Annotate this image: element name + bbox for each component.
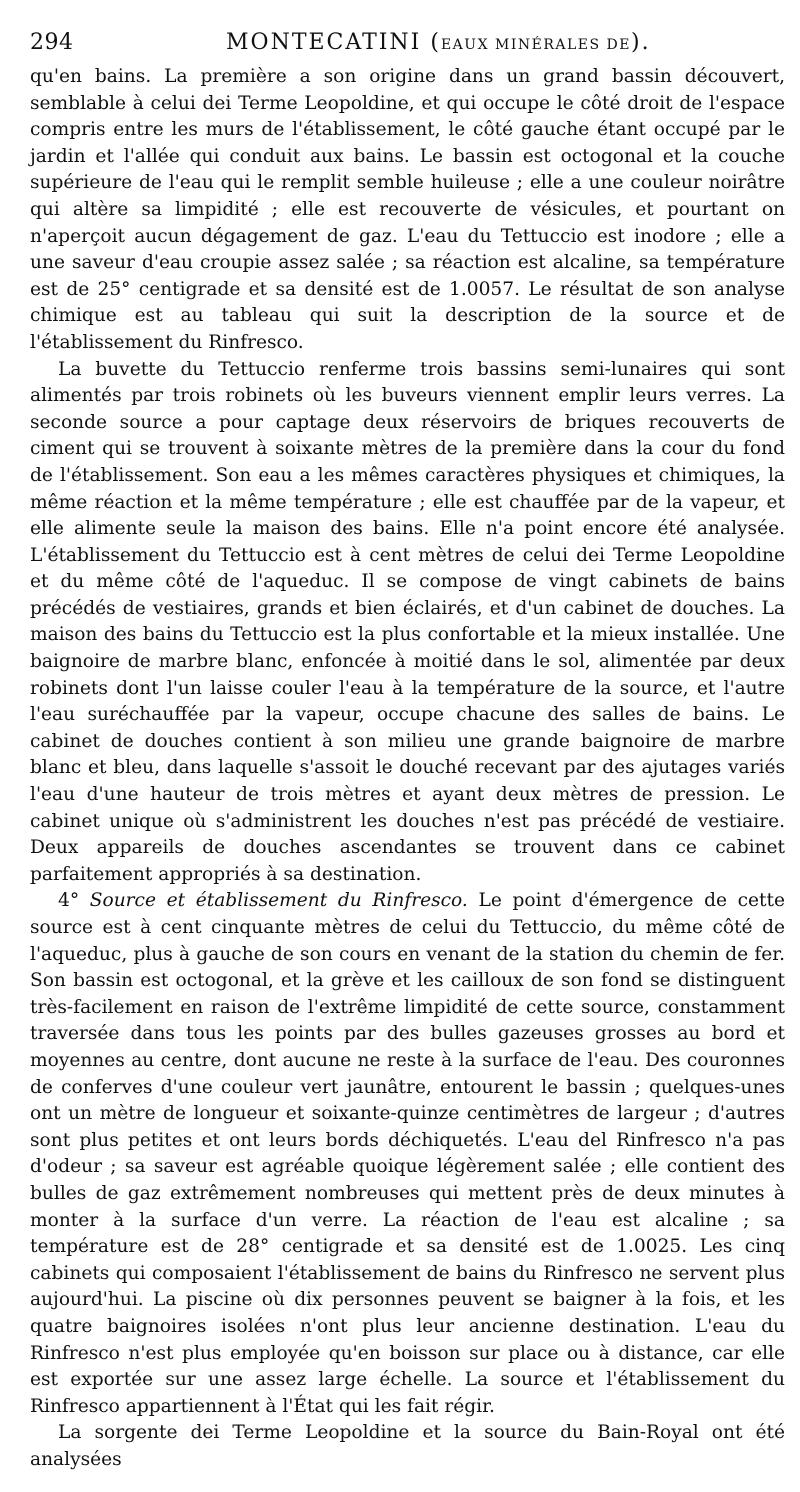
section-number: 4° — [58, 890, 90, 912]
body-text — [30, 64, 785, 1473]
running-title-small: EAUX MINÉRALES DE — [440, 37, 631, 53]
section-title: Source et établissement du Rinfresco. — [89, 890, 468, 912]
page-number: 294 — [30, 30, 74, 55]
running-title — [226, 30, 651, 55]
running-title-end: ). — [631, 30, 651, 55]
paragraph-analyses: La sorgente dei Terme Leopoldine et la source du Bain-Royal ont été analysées — [30, 1422, 785, 1470]
section-text: Le point d'émergence de cette source est à cent cinquante mètres de celui du Tettuccio, du même côté de l'aqueduc, plus à gauche de son cours en venant de la station du chemin de fer. Son bassin est octogonal, et la grève et les cailloux de son fond se distinguent très-facilement en raison de l'extrême limpidité de cette source, constamment traversée dans tous les points par des bulles gazeuses grosses au bord et moyennes au centre, dont aucune ne reste à la surface de l'eau. Des couronnes de conferves d'une couleur vert jaunâtre, entourent le bassin ; quelques-unes ont un mètre de longueur et soixante-quinze centimètres de largeur ; d'autres sont plus petites et ont leurs bords déchiquetés. L'eau del Rinfresco n'a pas d'odeur ; sa saveur est agréable quoique légèrement salée ; elle contient des bulles de gaz extrêmement nombreuses qui mettent près de deux minutes à monter à la surface d'un verre. La réaction de l'eau est alcaline ; sa température est de 28° centigrade et sa densité est de 1.0025. Les cinq cabinets qui composaient l'établissement de bains du Rinfresco ne servent plus aujourd'hui. La piscine où dix personnes peuvent se baigner à la fois, et les quatre baignoires isolées n'ont plus leur ancienne destination. L'eau du Rinfresco n'est plus employée qu'en boisson sur place ou à distance, car elle est exportée sur une assez large échelle. La source et l'établissement du Rinfresco appartiennent à l'État qui les fait régir. — [30, 890, 785, 1417]
page-header — [30, 30, 782, 60]
paragraph-rinfresco — [30, 888, 785, 1420]
running-title-main: MONTECATINI ( — [226, 30, 441, 55]
paragraph-tettuccio-buvette: La buvette du Tettuccio renferme trois bassins semi-lunaires qui sont alimentés par trois robinets où les buveurs viennent emplir leurs verres. La seconde source a pour captage deux réservoirs de briques recouverts de ciment qui se trouvent à soixante mètres de la première dans la cour du fond de l'établissement. Son eau a les mêmes caractères physiques et chimiques, la même réaction et la même température ; elle est chauffée par de la vapeur, et elle alimente seule la maison des bains. Elle n'a point encore été analysée. L'établissement du Tettuccio est à cent mètres de celui dei Terme Leopoldine et du même côté de l'aqueduc. Il se compose de vingt cabinets de bains précédés de vestiaires, grands et bien éclairés, et d'un cabinet de douches. La maison des bains du Tettuccio est la plus confortable et la mieux installée. Une baignoire de marbre blanc, enfoncée à moitié dans le sol, alimentée par deux robinets dont l'un laisse couler l'eau à la température de la source, et l'autre l'eau suréchauffée par la vapeur, occupe chacune des salles de bains. Le cabinet de douches contient à son milieu une grande baignoire de marbre blanc et bleu, dans laquelle s'assoit le douché recevant par des ajutages variés l'eau d'une hauteur de trois mètres et ayant deux mètres de pression. Le cabinet unique où s'administrent les douches n'est pas précédé de vestiaire. Deux appareils de douches ascendantes se trouvent dans ce cabinet parfaitement appropriés à sa destination. — [30, 358, 785, 885]
paragraph-tettuccio-continued: qu'en bains. La première a son origine dans un grand bassin découvert, semblable à celui dei Terme Leopoldine, et qui occupe le côté droit de l'espace compris entre les murs de l'établissement, le côté gauche étant occupé par le jardin et l'allée qui conduit aux bains. Le bassin est octogonal et la couche supérieure de l'eau qui le remplit semble huileuse ; elle a une couleur noirâtre qui altère sa limpidité ; elle est recouverte de vésicules, et pourtant on n'aperçoit aucun dégagement de gaz. L'eau du Tettuccio est inodore ; elle a une saveur d'eau croupie assez salée ; sa réaction est alcaline, sa température est de 25° centigrade et sa densité est de 1.0057. Le résultat de son analyse chimique est au tableau qui suit la description de la source et de l'établissement du Rinfresco. — [30, 66, 785, 353]
